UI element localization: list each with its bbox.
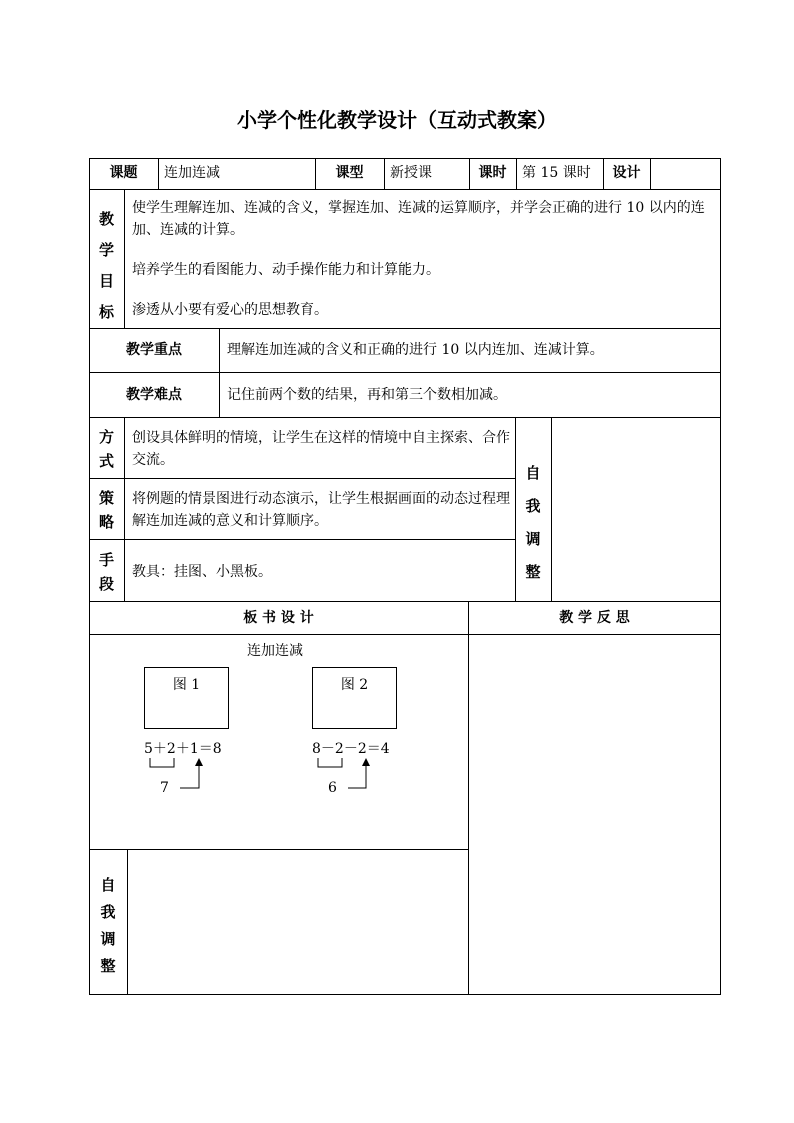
self-adjust-char: 我 [525,497,541,515]
figure-2-box [312,667,397,729]
self-adjust-char: 自 [525,464,541,482]
col-divider [124,417,125,602]
method-label [89,486,124,534]
method-label-char: 手 [98,551,114,569]
objectives-label-char: 标 [98,303,114,321]
row-divider [89,478,515,479]
difficulty-text: 记住前两个数的结果，再和第三个数相加减。 [227,387,507,403]
self-adjust-label [515,457,551,589]
bottom-self-adjust-char: 自 [100,876,116,894]
objectives-label-char: 教 [98,210,114,228]
row-divider [89,189,721,190]
board-design-header: 板 书 设 计 [243,610,314,626]
method-label-char: 策 [98,489,114,507]
figure-1-bracket-arrow-icon [140,755,220,800]
period-value: 第 15 课时 [522,165,591,181]
objective-item: 使学生理解连加、连减的含义，掌握连加、连减的运算顺序，并学会正确的进行 10 以内的连加、连减的计算。 [132,200,705,238]
figure-1-partial-sum: 7 [160,780,169,796]
method-text: 将例题的情景图进行动态演示，让学生根据画面的动态过程理解连加连减的意义和计算顺序。 [132,491,510,529]
topic-label: 课题 [109,165,138,181]
design-label: 设计 [612,165,641,181]
method-label-char: 段 [98,575,114,593]
col-divider [384,158,385,189]
col-divider [468,601,469,995]
bottom-self-adjust-char: 调 [100,930,116,948]
row-divider [89,634,721,635]
method-text: 教具：挂图、小黑板。 [132,564,272,580]
row-divider [89,601,721,602]
figure-2-bracket-arrow-icon [308,755,388,800]
figure-2-equation: 8－2－2＝4 [312,741,390,757]
self-adjust-char: 调 [525,530,541,548]
method-label [89,425,124,473]
row-divider [89,417,721,418]
reflection-header: 教 学 反 思 [559,610,630,626]
bottom-self-adjust-char: 整 [100,957,116,975]
col-divider [158,158,159,189]
board-title: 连加连减 [247,643,303,659]
objective-item: 渗透从小要有爱心的思想教育。 [132,302,328,318]
bottom-self-adjust-label [89,872,127,980]
col-divider [124,189,125,328]
bottom-self-adjust-char: 我 [100,903,116,921]
figure-1-label: 图 1 [172,677,201,693]
self-adjust-char: 整 [525,563,541,581]
col-divider [650,158,651,189]
row-divider [89,372,721,373]
objectives-label-char: 学 [98,241,114,259]
method-label-char: 方 [98,428,114,446]
row-divider [89,849,469,850]
figure-2-label: 图 2 [340,677,369,693]
figure-1-box [144,667,229,729]
period-label: 课时 [478,165,507,181]
method-label-char: 略 [98,513,114,531]
type-label: 课型 [335,165,364,181]
figure-2-partial-sum: 6 [328,780,337,796]
method-label [89,548,124,596]
key-point-text: 理解连加连减的含义和正确的进行 10 以内连加、连减计算。 [227,342,604,358]
page-title: 小学个性化教学设计（互动式教案） [237,108,557,132]
type-value: 新授课 [390,165,432,181]
col-divider [516,158,517,189]
col-divider [127,849,128,995]
figure-1-equation: 5＋2＋1＝8 [144,741,222,757]
method-text: 创设具体鲜明的情境，让学生在这样的情境中自主探索、合作交流。 [132,430,510,468]
row-divider [89,539,515,540]
topic-value: 连加连减 [164,165,220,181]
method-label-char: 式 [98,452,114,470]
col-divider [551,417,552,602]
objectives-label-char: 目 [98,272,114,290]
key-point-label: 教学重点 [126,342,182,358]
row-divider [89,328,721,329]
objective-item: 培养学生的看图能力、动手操作能力和计算能力。 [132,262,440,278]
difficulty-label: 教学难点 [126,387,182,403]
objectives-label [89,204,124,328]
